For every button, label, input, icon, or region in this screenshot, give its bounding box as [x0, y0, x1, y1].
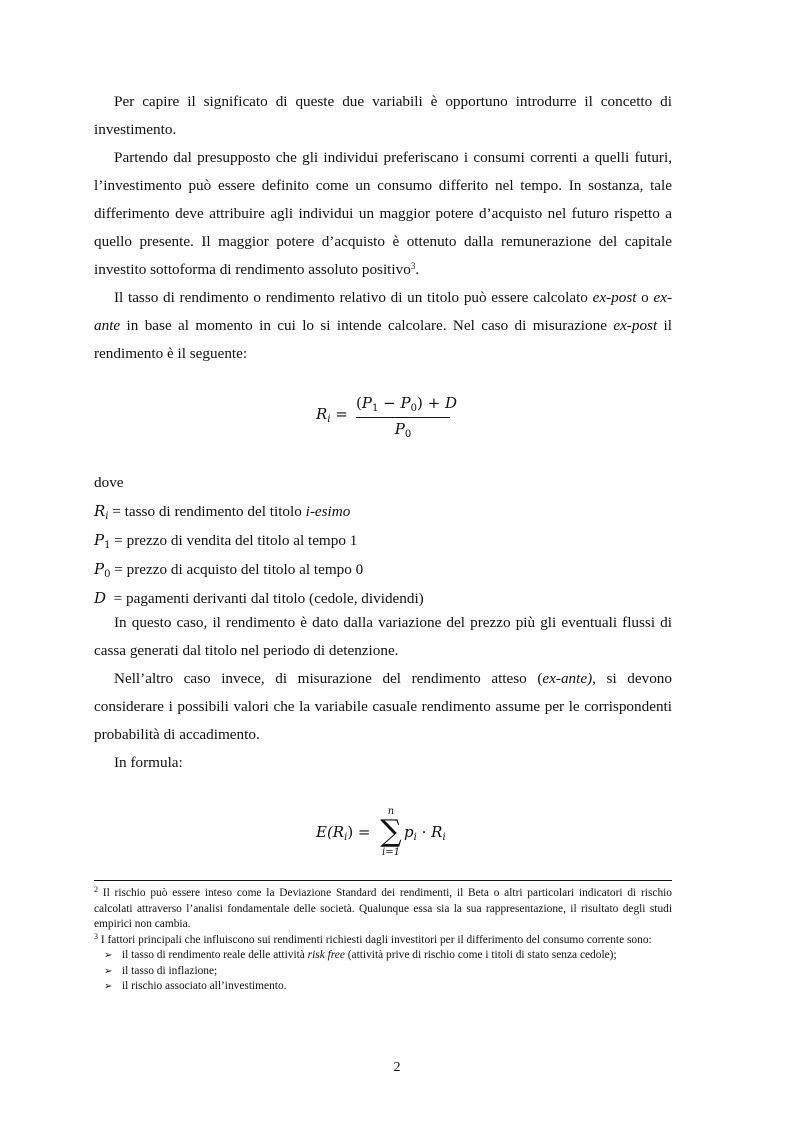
footnotes: [94, 886, 672, 995]
formula2-lhs: $E(R_i)$ =: [316, 823, 371, 843]
footnote-2: $^2$ Il rischio può essere inteso come la Deviazione Standard dei rendimenti, il Beta o altri particolari indicatori di rischio calcolati attraverso l’analisi fondamentale delle società. Qualunque essa sia la sua rappresentazione, il risultato degli studi empirici non cambia.: [94, 885, 672, 930]
footnote-separator: [94, 880, 672, 881]
summation-upper: n: [387, 806, 395, 817]
fraction-numerator: $(P_1 - P_0) + D$: [356, 394, 457, 414]
fraction-bar: [356, 417, 450, 418]
formula-lhs: $R_i$ =: [316, 405, 348, 425]
summation: [378, 806, 404, 859]
list-item: ➢ il rischio associato all’investimento.: [94, 979, 672, 995]
footnote-3: $^3$ I fattori principali che influiscono sui rendimenti richiesti dagli investitori per il differimento del consumo corrente sono:: [94, 931, 652, 946]
definition-p1: $P_1$ = prezzo di vendita del titolo al tempo 1: [94, 531, 358, 551]
summation-lower: i=1: [382, 847, 400, 858]
arrow-bullet-icon: ➢: [104, 981, 113, 992]
body-text: [94, 88, 672, 368]
fraction-denominator: $P_0$: [394, 420, 412, 440]
footnote-ref-3[interactable]: 3: [410, 261, 416, 271]
page-number: 2: [393, 1060, 401, 1075]
definitions-intro: dove: [94, 474, 124, 491]
formula2-rhs: $p_i \cdot R_i$: [404, 823, 446, 843]
definition-d: D = pagamenti derivanti dal titolo (cedole, dividendi): [94, 589, 424, 607]
list-item: ➢ il tasso di rendimento reale delle attività risk free (attività prive di rischio come i titoli di stato senza cedole);: [94, 948, 672, 964]
paragraph-6: In formula:: [114, 754, 183, 771]
body-text-continued: [94, 609, 672, 777]
paragraph-1: Per capire il significato di queste due variabili è opportuno introdurre il concetto di investimento.: [94, 93, 672, 138]
paragraph-2: Partendo dal presupposto che gli individui preferiscano i consumi correnti a quelli futuri, l’investimento può essere definito come un consumo differito nel tempo. In sostanza, tale differimento deve attribuire agli individui un maggior potere d’acquisto nel futuro rispetto a quello presente. Il maggior potere d’acquisto è ottenuto dalla remunerazione del capitale investito sottoforma di rendimento assoluto positivo$^3$.: [94, 149, 672, 278]
formula-fraction: [356, 394, 457, 440]
paragraph-5: Nell’altro caso invece, di misurazione del rendimento atteso (ex-ante), si devono considerare i possibili valori che la variabile casuale rendimento assume per le corrispondenti probabilità di accadimento.: [94, 670, 672, 743]
list-item: ➢ il tasso di inflazione;: [94, 964, 672, 980]
definition-p0: $P_0$ = prezzo di acquisto del titolo al tempo 0: [94, 560, 364, 580]
expected-return-formula: [316, 806, 486, 864]
arrow-bullet-icon: ➢: [104, 965, 113, 977]
definitions: [94, 469, 672, 613]
definition-ri: $R_i$ = tasso di rendimento del titolo i-esimo: [94, 502, 351, 522]
paragraph-4: In questo caso, il rendimento è dato dalla variazione del prezzo più gli eventuali flussi di cassa generati dal titolo nel periodo di detenzione.: [94, 614, 672, 659]
arrow-bullet-icon: ➢: [104, 950, 113, 961]
summation-symbol: ∑: [380, 814, 402, 849]
paragraph-3: Il tasso di rendimento o rendimento relativo di un titolo può essere calcolato ex-post o ex-ante in base al momento in cui lo si intende calcolare. Nel caso di misurazione ex-post il rendimento è il seguente:: [94, 289, 673, 362]
footnote-3-list: [94, 948, 672, 995]
